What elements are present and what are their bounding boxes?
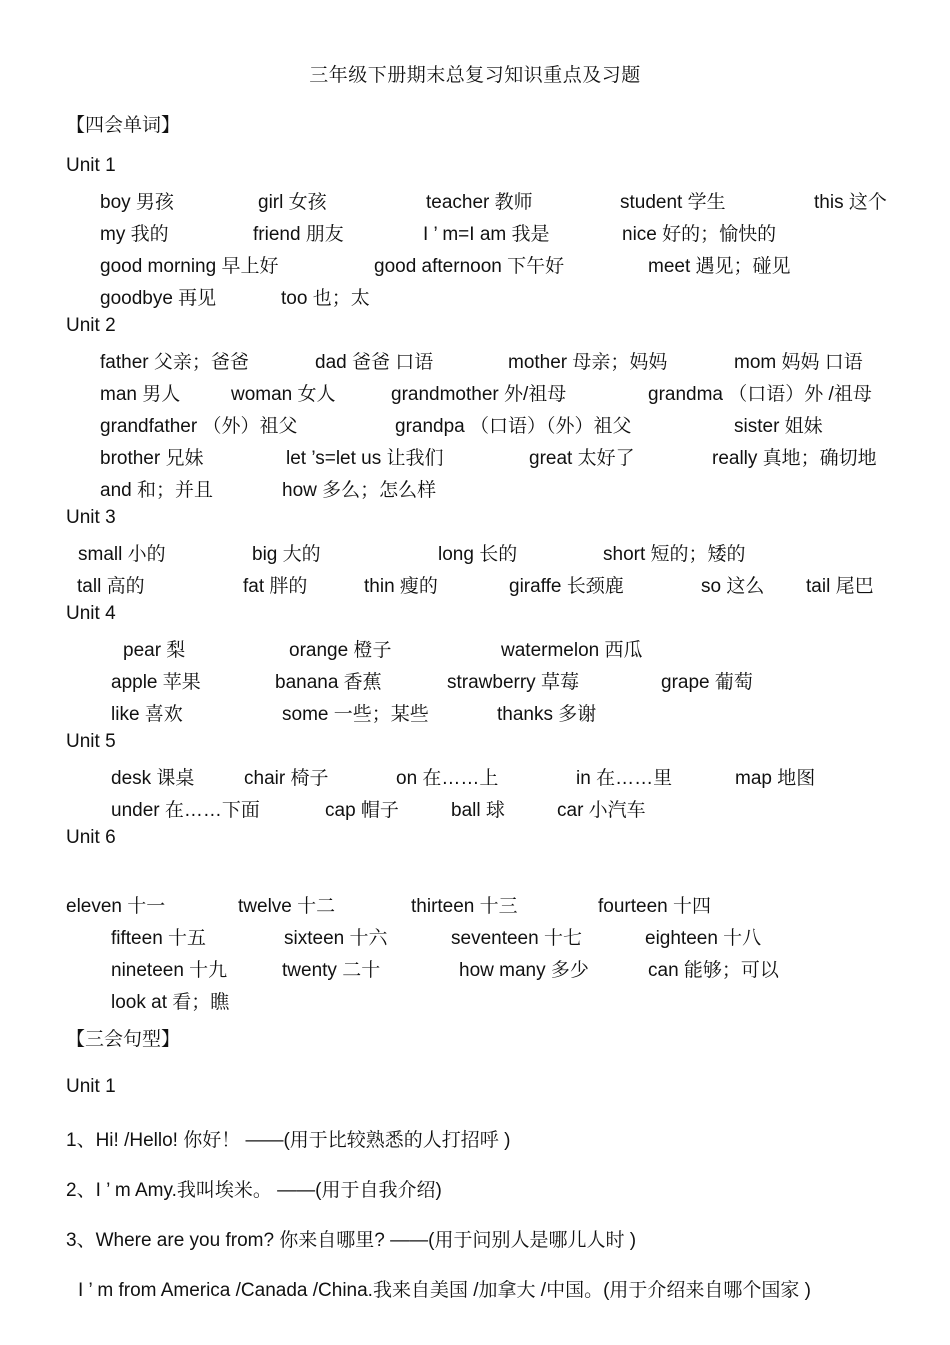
vocab-item: too 也；太	[281, 288, 370, 309]
unit-1-label: Unit 1	[66, 155, 116, 176]
vocab-item: so 这么	[701, 576, 765, 597]
vocab-item: let ’s=let us 让我们	[286, 448, 444, 469]
vocab-item: eighteen 十八	[645, 928, 762, 949]
vocab-item: in 在……里	[576, 768, 673, 789]
vocab-item: woman 女人	[231, 384, 336, 405]
vocab-item: car 小汽车	[557, 800, 646, 821]
vocab-item: some 一些；某些	[282, 704, 429, 725]
vocab-item: grandfather （外）祖父	[100, 416, 298, 437]
unit-6-row-3	[0, 955, 950, 983]
unit-2-row-4	[0, 443, 950, 471]
sentence-item: I ’ m from America /Canada /China.我来自美国 /加拿大 /中国。(用于介绍来自哪个国家 )	[78, 1280, 812, 1301]
vocab-item: ball 球	[451, 800, 505, 821]
vocab-item: giraffe 长颈鹿	[509, 576, 624, 597]
vocab-item: grape 葡萄	[661, 672, 753, 693]
vocab-item: really 真地；确切地	[712, 448, 877, 469]
vocab-item: meet 遇见；碰见	[648, 256, 791, 277]
vocab-item: chair 椅子	[244, 768, 329, 789]
vocab-item: look at 看；瞧	[111, 992, 230, 1013]
vocab-item: girl 女孩	[258, 192, 327, 213]
vocab-item: like 喜欢	[111, 704, 183, 725]
vocab-item: thanks 多谢	[497, 704, 597, 725]
vocab-item: grandmother 外/祖母	[391, 384, 567, 405]
unit-2-row-5	[0, 475, 950, 503]
sentences-unit-label: Unit 1	[66, 1076, 116, 1097]
vocab-heading: 【四会单词】	[66, 115, 181, 136]
vocab-item: grandpa （口语）（外）祖父	[395, 416, 632, 437]
unit-1-row-1	[0, 187, 950, 215]
unit-3-row-2	[0, 571, 950, 599]
unit-6-row-1	[0, 891, 950, 919]
vocab-item: good morning 早上好	[100, 256, 279, 277]
unit-3-label: Unit 3	[66, 507, 116, 528]
vocab-item: orange 橙子	[289, 640, 392, 661]
vocab-item: twelve 十二	[238, 896, 336, 917]
unit-2-row-3	[0, 411, 950, 439]
unit-2-row-1	[0, 347, 950, 375]
sentence-item: 3、Where are you from? 你来自哪里? ——(用于问别人是哪儿人时 )	[66, 1230, 637, 1251]
vocab-item: banana 香蕉	[275, 672, 382, 693]
vocab-item: mother 母亲；妈妈	[508, 352, 668, 373]
vocab-item: mom 妈妈 口语	[734, 352, 863, 373]
vocab-item: friend 朋友	[253, 224, 344, 245]
unit-4-row-1	[0, 635, 950, 663]
vocab-item: father 父亲；爸爸	[100, 352, 249, 373]
unit-3-row-1	[0, 539, 950, 567]
vocab-item: can 能够；可以	[648, 960, 779, 981]
unit-4-label: Unit 4	[66, 603, 116, 624]
unit-1-row-3	[0, 251, 950, 279]
vocab-item: map 地图	[735, 768, 816, 789]
vocab-item: brother 兄妹	[100, 448, 204, 469]
vocab-item: eleven 十一	[66, 896, 166, 917]
vocab-item: fourteen 十四	[598, 896, 711, 917]
vocab-item: strawberry 草莓	[447, 672, 579, 693]
vocab-item: thin 瘦的	[364, 576, 438, 597]
vocab-item: this 这个	[814, 192, 887, 213]
vocab-item: on 在……上	[396, 768, 499, 789]
page-title: 三年级下册期末总复习知识重点及习题	[309, 65, 641, 86]
vocab-item: dad 爸爸 口语	[315, 352, 434, 373]
vocab-item: fat 胖的	[243, 576, 308, 597]
vocab-item: under 在……下面	[111, 800, 260, 821]
vocab-item: small 小的	[78, 544, 166, 565]
vocab-item: nice 好的；愉快的	[622, 224, 777, 245]
sentence-item: 2、I ’ m Amy.我叫埃米。 ——(用于自我介绍)	[66, 1180, 442, 1201]
unit-6-row-2	[0, 923, 950, 951]
unit-6-label: Unit 6	[66, 827, 116, 848]
unit-5-row-1	[0, 763, 950, 791]
vocab-item: great 太好了	[529, 448, 635, 469]
vocab-item: long 长的	[438, 544, 518, 565]
unit-2-row-2	[0, 379, 950, 407]
vocab-item: thirteen 十三	[411, 896, 518, 917]
vocab-item: grandma （口语）外 /祖母	[648, 384, 872, 405]
sentences-heading: 【三会句型】	[66, 1029, 181, 1050]
vocab-item: pear 梨	[123, 640, 186, 661]
unit-1-row-2	[0, 219, 950, 247]
vocab-item: how 多么；怎么样	[282, 480, 437, 501]
vocab-item: seventeen 十七	[451, 928, 582, 949]
vocab-item: how many 多少	[459, 960, 589, 981]
vocab-item: sister 姐妹	[734, 416, 823, 437]
vocab-item: my 我的	[100, 224, 169, 245]
vocab-item: man 男人	[100, 384, 181, 405]
vocab-item: goodbye 再见	[100, 288, 217, 309]
vocab-item: apple 苹果	[111, 672, 201, 693]
vocab-item: big 大的	[252, 544, 321, 565]
vocab-item: teacher 教师	[426, 192, 533, 213]
vocab-item: watermelon 西瓜	[501, 640, 643, 661]
unit-6-row-4	[0, 987, 950, 1015]
unit-2-label: Unit 2	[66, 315, 116, 336]
unit-4-row-2	[0, 667, 950, 695]
vocab-item: fifteen 十五	[111, 928, 207, 949]
vocab-item: good afternoon 下午好	[374, 256, 565, 277]
vocab-item: nineteen 十九	[111, 960, 228, 981]
vocab-item: short 短的；矮的	[603, 544, 746, 565]
vocab-item: sixteen 十六	[284, 928, 388, 949]
vocab-item: tall 高的	[77, 576, 145, 597]
sentence-item: 1、Hi! /Hello! 你好！ ——(用于比较熟悉的人打招呼 )	[66, 1130, 511, 1151]
unit-4-row-3	[0, 699, 950, 727]
vocab-item: tail 尾巴	[806, 576, 874, 597]
vocab-item: cap 帽子	[325, 800, 399, 821]
unit-5-row-2	[0, 795, 950, 823]
vocab-item: I ’ m=I am 我是	[423, 224, 550, 245]
unit-1-row-4	[0, 283, 950, 311]
vocab-item: and 和；并且	[100, 480, 213, 501]
vocab-item: twenty 二十	[282, 960, 381, 981]
vocab-item: boy 男孩	[100, 192, 174, 213]
vocab-item: desk 课桌	[111, 768, 195, 789]
vocab-item: student 学生	[620, 192, 726, 213]
unit-5-label: Unit 5	[66, 731, 116, 752]
